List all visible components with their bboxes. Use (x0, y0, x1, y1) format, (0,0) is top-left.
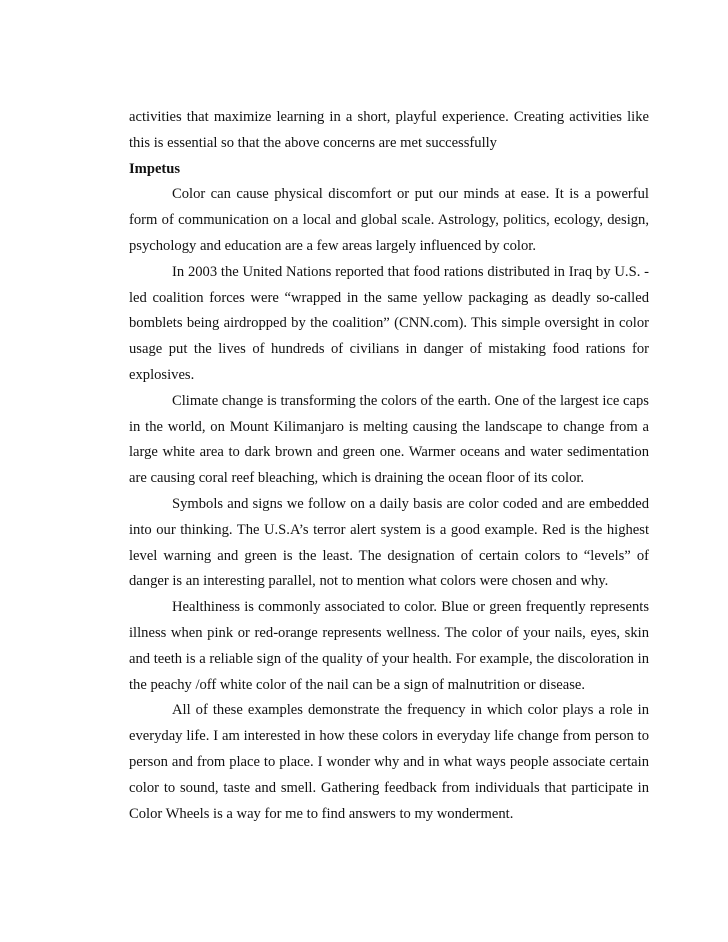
paragraph-line: everyday life. I am interested in how these colors in everyday life change from person to (129, 728, 649, 745)
paragraph-line: and teeth is a reliable sign of the quality of your health. For example, the discoloration in (129, 650, 649, 667)
paragraph-line: color to sound, taste and smell. Gathering feedback from individuals that participate in (129, 779, 649, 796)
paragraph-line: form of communication on a local and global scale. Astrology, politics, ecology, design, (129, 212, 649, 229)
paragraph-line: Color Wheels is a way for me to find answers to my wonderment. (129, 805, 514, 822)
paragraph-line: person and from place to place. I wonder why and in what ways people associate certain (129, 753, 649, 770)
paragraph-line: Healthiness is commonly associated to color. Blue or green frequently represents (172, 599, 649, 616)
paragraph-line: In 2003 the United Nations reported that food rations distributed in Iraq by U.S. - (172, 263, 649, 280)
paragraph-line: danger is an interesting parallel, not to mention what colors were chosen and why. (129, 573, 609, 590)
paragraph-line: level warning and green is the least. The designation of certain colors to “levels” of (129, 547, 649, 564)
section-heading: Impetus (129, 160, 181, 177)
paragraph-line: bomblets being airdropped by the coalition” (CNN.com). This simple oversight in color (129, 315, 649, 332)
paragraph-line: Climate change is transforming the colors of the earth. One of the largest ice caps (172, 392, 649, 409)
paragraph-line: the peachy /off white color of the nail can be a sign of malnutrition or disease. (129, 676, 586, 693)
paragraph-line: led coalition forces were “wrapped in the same yellow packaging as deadly so-called (129, 289, 649, 306)
intro-line: this is essential so that the above concerns are met successfully (129, 134, 497, 151)
paragraph-line: usage put the lives of hundreds of civilians in danger of mistaking food rations for (129, 341, 649, 358)
paragraph-line: into our thinking. The U.S.A’s terror alert system is a good example. Red is the highest (129, 521, 649, 538)
paragraph-line: psychology and education are a few areas largely influenced by color. (129, 237, 536, 254)
paragraph-line: in the world, on Mount Kilimanjaro is melting causing the landscape to change from a (129, 418, 649, 435)
paragraph-line: large white area to dark brown and green one. Warmer oceans and water sedimentation (129, 444, 649, 461)
paragraph-line: Symbols and signs we follow on a daily basis are color coded and are embedded (172, 495, 649, 512)
intro-line: activities that maximize learning in a short, playful experience. Creating activities like (129, 109, 649, 125)
paragraph-line: explosives. (129, 366, 195, 383)
paragraph-line: are causing coral reef bleaching, which is draining the ocean floor of its color. (129, 470, 585, 487)
paragraph-line: All of these examples demonstrate the frequency in which color plays a role in (172, 702, 649, 719)
paragraph-line: illness when pink or red-orange represents wellness. The color of your nails, eyes, skin (129, 624, 649, 641)
paragraph-line: Color can cause physical discomfort or put our minds at ease. It is a powerful (172, 186, 649, 203)
document-body (129, 105, 649, 827)
